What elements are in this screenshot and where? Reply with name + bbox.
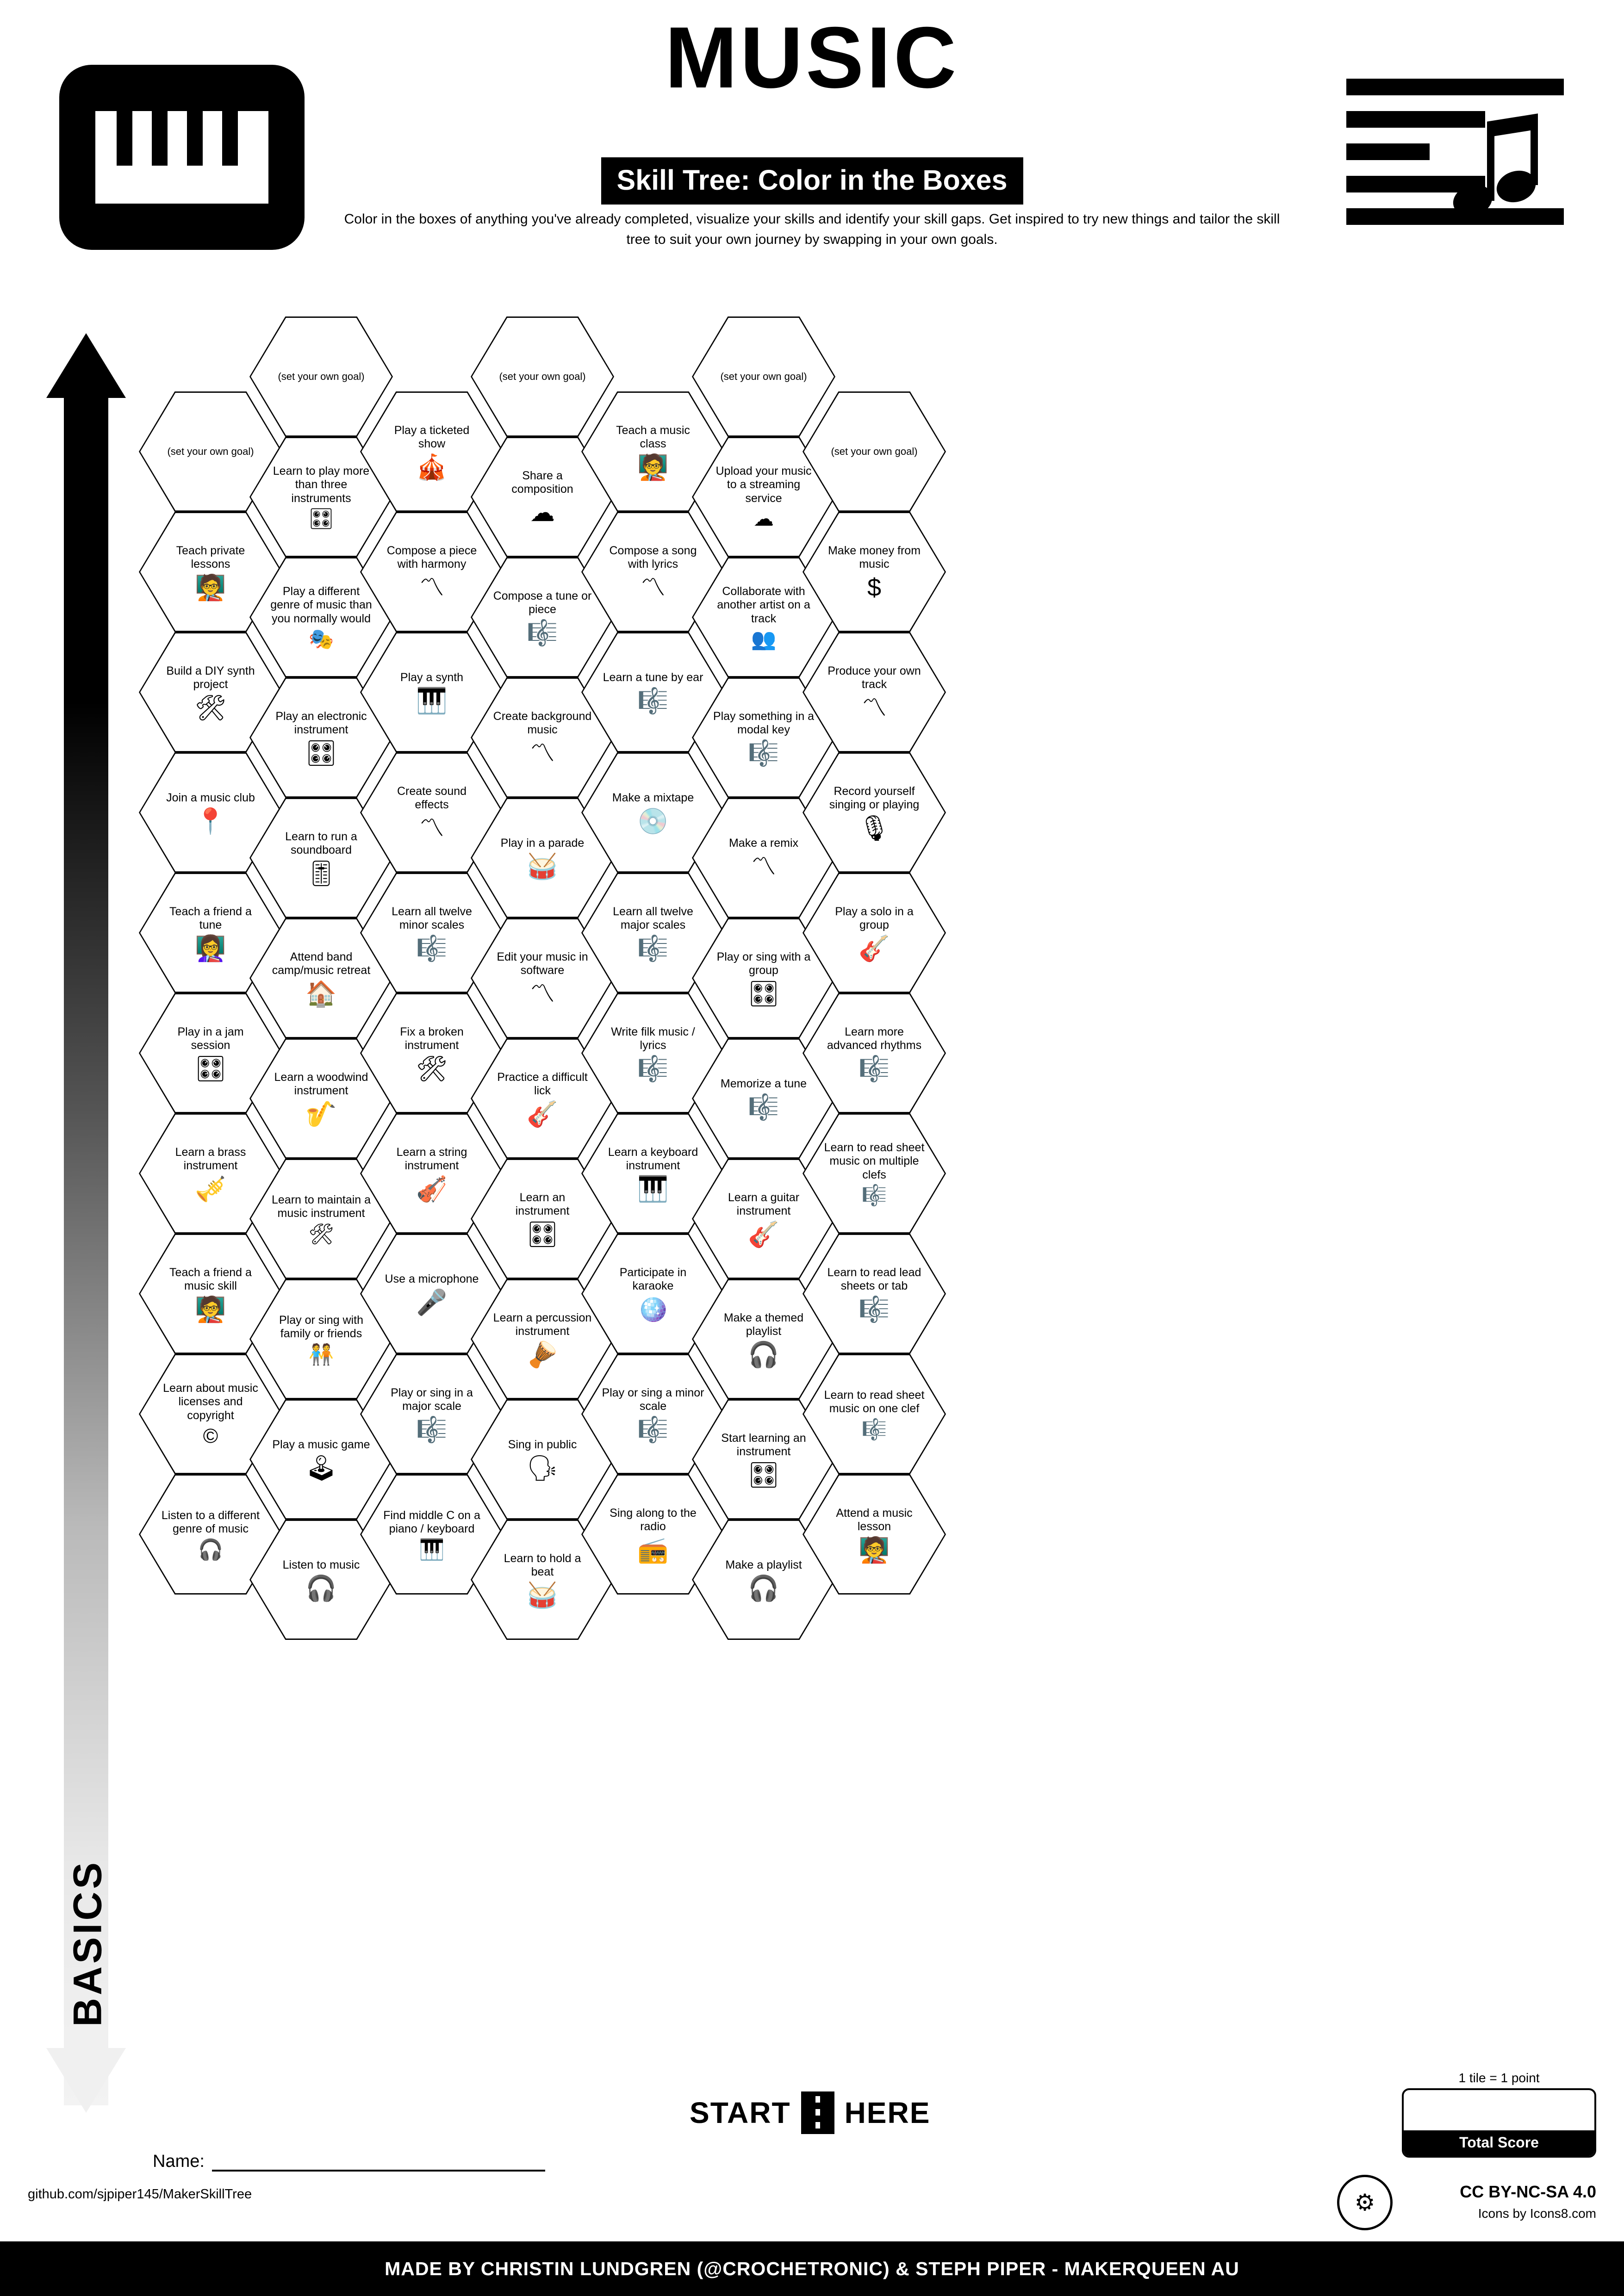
- tile-label: Sing in public: [508, 1438, 577, 1452]
- tile-icon: 🗣: [526, 1454, 559, 1482]
- tile-icon: 👩‍🏫: [195, 934, 226, 962]
- tile-icon: 🎼: [861, 1418, 887, 1441]
- tile-label: Practice a difficult lick: [497, 1070, 588, 1097]
- tile-label: Learn a percussion instrument: [493, 1311, 592, 1338]
- tile-label: Make a playlist: [725, 1558, 802, 1572]
- tile-icon: 📻: [637, 1536, 669, 1564]
- tile-label: Compose a tune or piece: [493, 589, 592, 616]
- credit-bar: MADE BY CHRISTIN LUNDGREN (@CROCHETRONIC) & STEPH PIPER - MAKERQUEEN AU: [0, 2241, 1624, 2296]
- tile-label: Play an electronic instrument: [275, 709, 367, 736]
- name-label: Name:: [153, 2152, 205, 2171]
- score-panel: [1402, 2071, 1596, 2158]
- tile-icon: 〽: [419, 814, 444, 842]
- tile-label: Play a solo in a group: [835, 905, 914, 931]
- tile-label: Play or sing a minor scale: [602, 1386, 704, 1413]
- cc-glyph: ⚙: [1354, 2190, 1375, 2215]
- tile-content: [803, 510, 946, 634]
- total-score-label: Total Score: [1404, 2130, 1594, 2156]
- tile-icon: 🪘: [527, 1340, 558, 1369]
- tile-icon: 🪩: [637, 1295, 669, 1323]
- tile-icon: 🎹: [416, 687, 448, 715]
- skill-tile[interactable]: [803, 1472, 946, 1596]
- tile-icon: 🎼: [637, 934, 669, 962]
- tile-label: Learn about music licenses and copyright: [163, 1381, 258, 1422]
- tile-icon: 🎧: [748, 1574, 779, 1602]
- tile-icon: 🎸: [527, 1100, 558, 1128]
- tile-label: (set your own goal): [278, 371, 365, 383]
- tile-icon: 🎛: [526, 1220, 559, 1248]
- tile-icon: 🎧: [305, 1574, 337, 1602]
- tile-label: (set your own goal): [167, 446, 254, 458]
- tile-label: Play a synth: [400, 671, 464, 684]
- tile-label: Play something in a modal key: [713, 709, 815, 736]
- tile-label: Sing along to the radio: [610, 1506, 697, 1533]
- tile-label: Play in a jam session: [177, 1025, 244, 1052]
- tile-icon: 🧑‍🏫: [637, 453, 669, 481]
- tile-icon: $: [867, 573, 882, 602]
- tile-icon: 〽: [641, 573, 666, 602]
- tile-icon: 🎛: [747, 1461, 780, 1489]
- page-subtitle: Skill Tree: Color in the Boxes: [601, 157, 1023, 205]
- tile-icon: 🎼: [861, 1184, 887, 1207]
- tile-icon: 🎼: [859, 1055, 890, 1083]
- tile-label: Participate in karaoke: [619, 1266, 687, 1292]
- tile-icon: 🥁: [527, 852, 558, 881]
- tile-label: Collaborate with another artist on a track: [717, 584, 810, 625]
- tile-label: Edit your music in software: [497, 950, 588, 977]
- start-label: START: [690, 2096, 791, 2129]
- tile-icon: ☁: [530, 498, 555, 527]
- skill-tile[interactable]: [803, 871, 946, 995]
- tile-icon: 🏠: [305, 980, 337, 1008]
- tile-icon: 🎭: [308, 628, 334, 651]
- tile-icon: 🎼: [527, 619, 558, 647]
- tile-label: Find middle C on a piano / keyboard: [383, 1508, 480, 1535]
- tile-icon: 🎛: [308, 508, 334, 531]
- tile-icon: 🎼: [637, 687, 669, 715]
- tile-label: Teach a music class: [616, 423, 690, 450]
- tile-label: Play in a parade: [500, 837, 585, 850]
- tile-icon: 🛠: [416, 1055, 448, 1083]
- tile-content: [803, 1111, 946, 1235]
- intro-text: Color in the boxes of anything you've already completed, visualize your skills and identify your skill gaps. Get inspired to try new things and tailor the skill tree to suit your own journey by swapping in your own goals.: [344, 211, 1280, 247]
- tile-label: Attend band camp/music retreat: [272, 950, 371, 977]
- tile-content: [803, 871, 946, 995]
- tile-label: Play a different genre of music than you normally would: [270, 584, 372, 625]
- tile-icon: 🎼: [416, 934, 448, 962]
- tile-label: Start learning an instrument: [721, 1431, 806, 1458]
- tile-label: Record yourself singing or playing: [829, 784, 920, 811]
- tile-label: Learn to play more than three instruments: [273, 464, 370, 505]
- tile-label: Learn an instrument: [515, 1191, 570, 1217]
- tile-icon: 🎧: [748, 1340, 779, 1369]
- tile-label: Learn a tune by ear: [603, 671, 703, 684]
- axis-label-advanced: ADVANCED: [65, 435, 110, 680]
- skill-tile[interactable]: [803, 1352, 946, 1476]
- tile-content: [803, 1352, 946, 1476]
- tile-icon: 🎼: [748, 1093, 779, 1121]
- tile-icon: 🕹: [305, 1454, 337, 1482]
- tile-label: Learn a woodwind instrument: [274, 1070, 368, 1097]
- tile-content: [803, 1232, 946, 1356]
- tile-icon: 🎤: [416, 1288, 448, 1316]
- tile-icon: 🎼: [637, 1415, 669, 1444]
- tile-label: Play or sing with a group: [716, 950, 811, 977]
- tile-label: Produce your own track: [828, 664, 921, 691]
- tile-icon: 🎼: [416, 1415, 448, 1444]
- tile-content: [803, 751, 946, 875]
- tile-icon: 🥁: [527, 1581, 558, 1609]
- tile-icon: 〽: [530, 980, 555, 1008]
- tile-content: [803, 1472, 946, 1596]
- tile-icon: 🎷: [305, 1100, 337, 1128]
- tile-label: (set your own goal): [499, 371, 586, 383]
- tile-icon: 🎧: [198, 1538, 224, 1561]
- tile-label: Learn all twelve minor scales: [392, 905, 472, 931]
- name-field-row[interactable]: [153, 2152, 545, 2172]
- tile-label: Play a music game: [272, 1438, 370, 1452]
- tile-label: Learn a string instrument: [396, 1145, 467, 1172]
- tile-icon: 🎼: [637, 1055, 669, 1083]
- start-here-marker: [690, 2091, 930, 2134]
- tile-icon: 💿: [637, 807, 669, 835]
- tile-label: Teach a friend a tune: [169, 905, 252, 931]
- tile-label: Play or sing with family or friends: [279, 1313, 364, 1340]
- tile-label: Learn to run a soundboard: [285, 830, 357, 856]
- tile-label: Learn a guitar instrument: [728, 1191, 800, 1217]
- tile-label: Share a composition: [511, 469, 573, 496]
- tile-label: Build a DIY synth project: [166, 664, 255, 691]
- tile-label: Attend a music lesson: [836, 1506, 913, 1533]
- score-input-box[interactable]: [1402, 2088, 1596, 2158]
- tile-label: Join a music club: [166, 791, 255, 805]
- skill-tile[interactable]: [803, 751, 946, 875]
- tile-label: Learn to hold a beat: [504, 1551, 581, 1578]
- tile-label: Make a mixtape: [612, 791, 694, 805]
- skill-tile[interactable]: [803, 1111, 946, 1235]
- tile-label: Play or sing in a major scale: [391, 1386, 473, 1413]
- tile-label: Create sound effects: [397, 784, 467, 811]
- tile-label: Learn to read sheet music on multiple clefs: [824, 1141, 925, 1181]
- name-input-line[interactable]: [212, 2154, 545, 2172]
- tile-label: Listen to music: [282, 1558, 360, 1572]
- skill-tile[interactable]: [803, 510, 946, 634]
- tile-icon: 🎺: [195, 1175, 226, 1203]
- tile-icon: 🎸: [748, 1220, 779, 1248]
- tile-label: Teach a friend a music skill: [169, 1266, 252, 1292]
- skill-tile[interactable]: [803, 1232, 946, 1356]
- tile-icon: 🧑‍🏫: [195, 1295, 226, 1323]
- tile-label: Make a themed playlist: [723, 1311, 804, 1338]
- tile-label: Learn a brass instrument: [175, 1145, 246, 1172]
- tile-icon: 〽: [419, 573, 444, 602]
- tile-icon: 〽: [862, 694, 887, 722]
- tile-icon: ☁: [753, 508, 774, 531]
- license-label: CC BY-NC-SA 4.0: [1460, 2182, 1596, 2201]
- tile-label: Create background music: [493, 709, 592, 736]
- tile-icon: 🎼: [859, 1295, 890, 1323]
- road-icon: [801, 2091, 834, 2134]
- tile-label: Make a remix: [728, 837, 799, 850]
- skill-tile[interactable]: [803, 630, 946, 754]
- page-title: MUSIC: [665, 9, 959, 106]
- tile-label: Learn more advanced rhythms: [827, 1025, 922, 1052]
- tile-label: Compose a song with lyrics: [609, 544, 697, 571]
- icons-credit: Icons by Icons8.com: [1478, 2206, 1596, 2221]
- here-label: HERE: [844, 2096, 931, 2129]
- tile-content: [803, 630, 946, 754]
- tile-label: Compose a piece with harmony: [386, 544, 477, 571]
- tile-icon: 🎻: [416, 1175, 448, 1203]
- tile-icon: 🎛: [305, 739, 337, 767]
- tile-icon: 🧑‍🏫: [195, 573, 226, 602]
- tile-icon: ©: [203, 1425, 218, 1448]
- tile-label: Fix a broken instrument: [400, 1025, 464, 1052]
- tile-label: Learn to maintain a music instrument: [271, 1193, 371, 1220]
- tile-icon: 🧑‍🤝‍🧑: [308, 1343, 334, 1366]
- tile-icon: 🛠: [308, 1222, 334, 1246]
- tile-label: Upload your music to a streaming service: [716, 464, 812, 505]
- tile-icon: 〽: [751, 852, 776, 881]
- tile-point-note: 1 tile = 1 point: [1458, 2071, 1540, 2085]
- tile-icon: 🧑‍🏫: [859, 1536, 890, 1564]
- tile-icon: 🎹: [419, 1538, 445, 1561]
- tile-label: Use a microphone: [385, 1272, 479, 1286]
- tile-icon: 🎙: [858, 814, 890, 842]
- tile-icon: 🎸: [859, 934, 890, 962]
- tile-label: Learn a keyboard instrument: [608, 1145, 698, 1172]
- tile-content: [803, 390, 946, 514]
- github-link[interactable]: github.com/sjpiper145/MakerSkillTree: [28, 2187, 252, 2202]
- tile-label: Memorize a tune: [720, 1077, 807, 1091]
- tile-icon: 🛠: [194, 694, 227, 722]
- creative-commons-icon: [1337, 2175, 1393, 2230]
- tile-label: (set your own goal): [831, 446, 918, 458]
- tile-icon: 🎪: [416, 453, 448, 481]
- skill-tile[interactable]: [803, 991, 946, 1115]
- tile-icon: 🎚: [305, 859, 337, 887]
- tile-icon: 🎼: [748, 739, 779, 767]
- tile-label: Make money from music: [828, 544, 921, 571]
- license-block: [1460, 2182, 1596, 2221]
- tile-icon: 〽: [530, 739, 555, 767]
- tile-icon: 📍: [195, 807, 226, 835]
- tile-icon: 🎛: [194, 1055, 227, 1083]
- tile-label: Play a ticketed show: [394, 423, 470, 450]
- tile-icon: 👥: [751, 628, 777, 651]
- tile-content: [803, 991, 946, 1115]
- tile-label: (set your own goal): [720, 371, 807, 383]
- tile-label: Write filk music / lyrics: [611, 1025, 695, 1052]
- tile-label: Learn all twelve major scales: [613, 905, 693, 931]
- tile-label: Listen to a different genre of music: [161, 1508, 260, 1535]
- skill-tile[interactable]: [803, 390, 946, 514]
- tile-label: Teach private lessons: [176, 544, 245, 571]
- tile-icon: 🎛: [747, 980, 780, 1008]
- tile-label: Learn to read lead sheets or tab: [827, 1266, 921, 1292]
- tile-icon: 🎹: [637, 1175, 669, 1203]
- axis-label-basics: BASICS: [65, 1860, 110, 2027]
- tile-label: Learn to read sheet music on one clef: [824, 1388, 925, 1415]
